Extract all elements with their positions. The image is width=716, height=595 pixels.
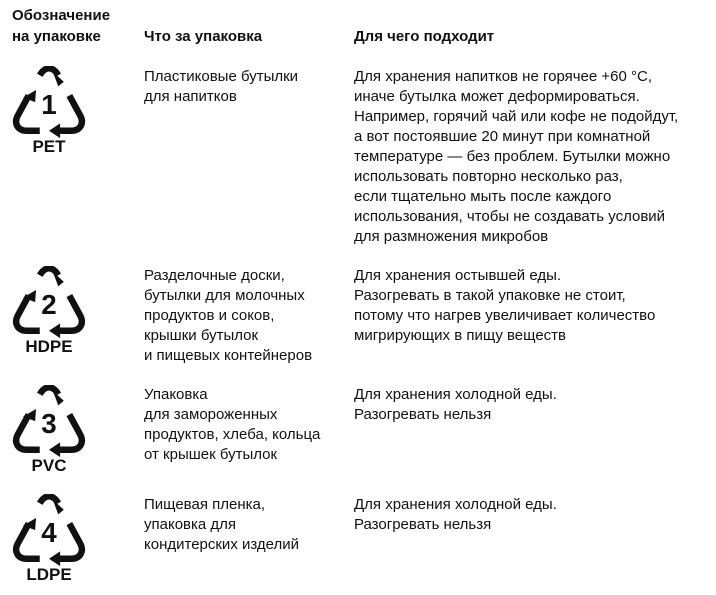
text-line: кондитерских изделий <box>144 536 300 553</box>
recycle-symbol-pet <box>9 66 89 156</box>
text-line: Упаковка <box>144 386 208 403</box>
text-line: Для хранения холодной еды. <box>354 386 557 403</box>
text-line: упаковка для <box>144 516 237 533</box>
recycle-symbol-ldpe <box>9 494 89 584</box>
text-line: от крышек бутылок <box>144 446 278 463</box>
text-line: продуктов, хлеба, кольца <box>144 426 321 443</box>
recycling-triangle-icon <box>9 385 89 459</box>
recycling-triangle-icon <box>9 266 89 340</box>
recycle-number: 3 <box>41 408 57 440</box>
text-line: Разделочные доски, <box>144 267 285 284</box>
header-symbol-line2: на упаковке <box>12 28 101 45</box>
recycle-symbol-pvc <box>9 385 89 475</box>
usage-cell-pet <box>354 67 678 247</box>
text-line: для напитков <box>144 88 237 105</box>
text-line: иначе бутылка может деформироваться. <box>354 88 640 105</box>
packaging-cell-ldpe <box>144 495 299 555</box>
usage-cell-ldpe <box>354 495 557 535</box>
recycle-code: LDPE <box>26 565 72 584</box>
recycling-triangle-icon <box>9 66 89 140</box>
text-line: потому что нагрев увеличивает количество <box>354 307 656 324</box>
text-line: а вот постоявшие 20 минут при комнатной <box>354 128 651 145</box>
recycling-triangle-icon <box>9 494 89 568</box>
recycle-code: HDPE <box>25 337 73 356</box>
packaging-cell-pet <box>144 67 298 107</box>
text-line: Например, горячий чай или кофе не подойдут, <box>354 108 679 125</box>
header-symbol <box>12 5 132 47</box>
text-line: крышки бутылок <box>144 327 259 344</box>
header-usage: Для чего подходит <box>354 28 495 45</box>
header-packaging: Что за упаковка <box>144 28 263 45</box>
text-line: использовать повторно несколько раз, <box>354 168 623 185</box>
text-line: Разогревать нельзя <box>354 406 492 423</box>
text-line: использования, чтобы не создавать условий <box>354 208 666 225</box>
text-line: и пищевых контейнеров <box>144 347 313 364</box>
text-line: мигрирующих в пищу веществ <box>354 327 567 344</box>
packaging-cell-hdpe <box>144 266 312 366</box>
usage-cell-hdpe <box>354 266 655 346</box>
text-line: бутылки для молочных <box>144 287 305 304</box>
recycle-symbol-hdpe <box>9 266 89 356</box>
text-line: Разогревать нельзя <box>354 516 492 533</box>
text-line: если тщательно мыть после каждого <box>354 188 612 205</box>
text-line: продуктов и соков, <box>144 307 275 324</box>
recycle-number: 1 <box>41 89 57 121</box>
text-line: для замороженных <box>144 406 278 423</box>
text-line: Разогревать в такой упаковке не стоит, <box>354 287 626 304</box>
text-line: Для хранения напитков не горячее +60 °С, <box>354 68 653 85</box>
text-line: Пластиковые бутылки <box>144 68 299 85</box>
recycle-code: PVC <box>31 456 67 475</box>
recycle-number: 2 <box>41 289 57 321</box>
text-line: Для хранения холодной еды. <box>354 496 557 513</box>
usage-cell-pvc <box>354 385 557 425</box>
recycle-number: 4 <box>41 517 57 549</box>
packaging-cell-pvc <box>144 385 320 465</box>
text-line: для размножения микробов <box>354 228 549 245</box>
recycle-code: PET <box>32 137 66 156</box>
header-symbol-line1: Обозначение <box>12 7 111 24</box>
text-line: Для хранения остывшей еды. <box>354 267 562 284</box>
text-line: температуре — без проблем. Бутылки можно <box>354 148 671 165</box>
text-line: Пищевая пленка, <box>144 496 266 513</box>
